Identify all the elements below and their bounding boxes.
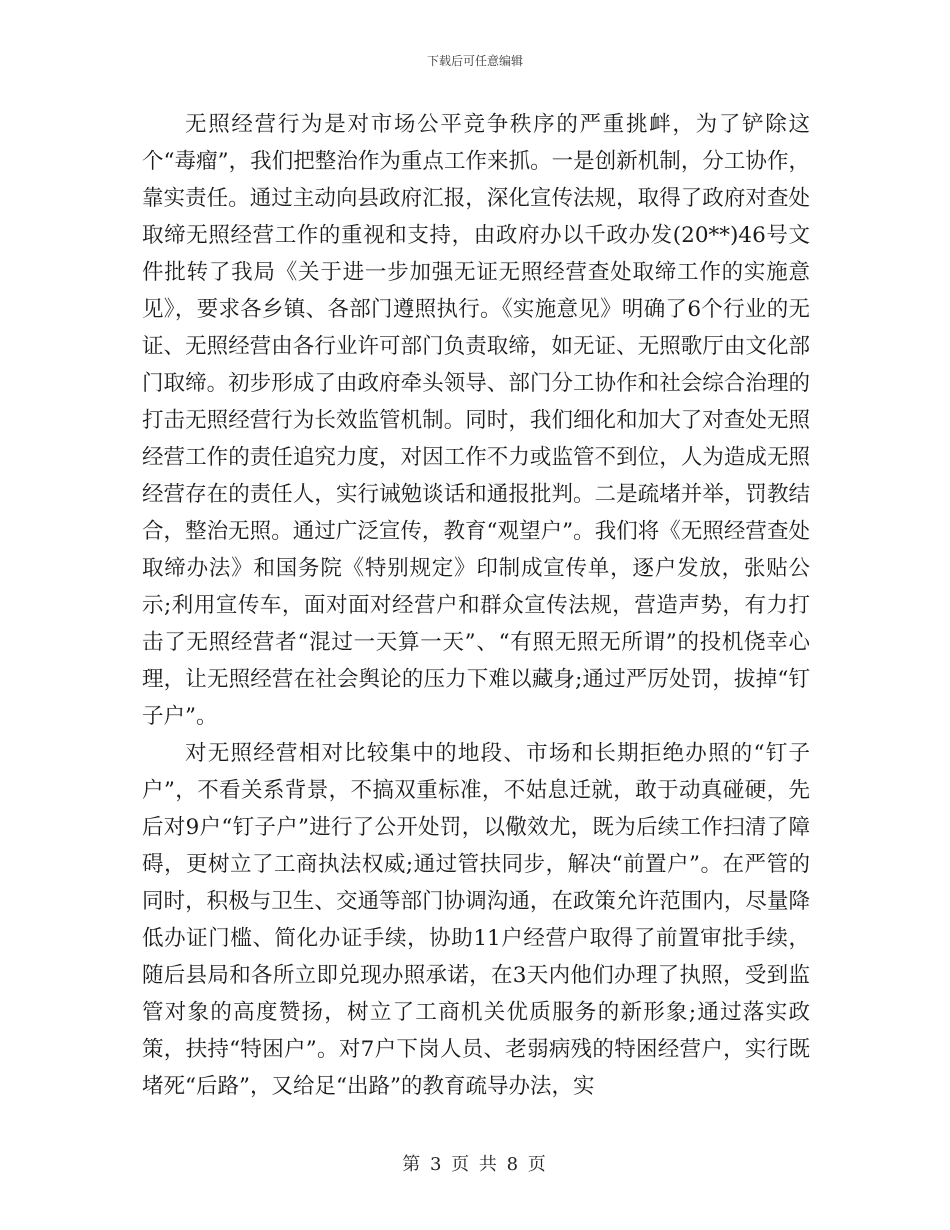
document-body [142,106,810,1105]
paragraph-1: 无照经营行为是对市场公平竞争秩序的严重挑衅，为了铲除这个“毒瘤”，我们把整治作为重点工作来抓。一是创新机制，分工协作，靠实责任。通过主动向县政府汇报，深化宣传法规，取得了政府对查处取缔无照经营工作的重视和支持，由政府办以千政办发(20**)46号文件批转了我局《关于进一步加强无证无照经营查处取缔工作的实施意见》，要求各乡镇、各部门遵照执行。《实施意见》明确了6个行业的无证、无照经营由各行业许可部门负责取缔，如无证、无照歌厅由文化部门取缔。初步形成了由政府牵头领导、部门分工协作和社会综合治理的打击无照经营行为长效监管机制。同时，我们细化和加大了对查处无照经营工作的责任追究力度，对因工作不力或监管不到位，人为造成无照经营存在的责任人，实行诫勉谈话和通报批判。二是疏堵并举，罚教结合，整治无照。通过广泛宣传，教育“观望户”。我们将《无照经营查处取缔办法》和国务院《特别规定》印制成宣传单，逐户发放，张贴公示;利用宣传车，面对面对经营户和群众宣传法规，营造声势，有力打击了无照经营者“混过一天算一天”、“有照无照无所谓”的投机侥幸心理，让无照经营在社会舆论的压力下难以藏身;通过严厉处罚，拔掉“钉子户”。 [142,112,811,729]
page-footer: 第 3 页 共 8 页 [402,1154,548,1175]
paragraph-2: 对无照经营相对比较集中的地段、市场和长期拒绝办照的“钉子户”，不看关系背景，不搞双重标准，不姑息迁就，敢于动真碰硬，先后对9户“钉子户”进行了公开处罚，以儆效尤，既为后续工作扫清了障碍，更树立了工商执法权威;通过管扶同步，解决“前置户”。在严管的同时，积极与卫生、交通等部门协调沟通，在政策允许范围内，尽量降低办证门槛、简化办证手续，协助11户经营户取得了前置审批手续，随后县局和各所立即兑现办照承诺，在3天内他们办理了执照，受到监管对象的高度赞扬，树立了工商机关优质服务的新形象;通过落实政策，扶持“特困户”。对7户下岗人员、老弱病残的特困经营户，实行既堵死“后路”，又给足“出路”的教育疏导办法，实 [142,741,810,1099]
page-header: 下载后可任意编辑 [426,54,523,68]
